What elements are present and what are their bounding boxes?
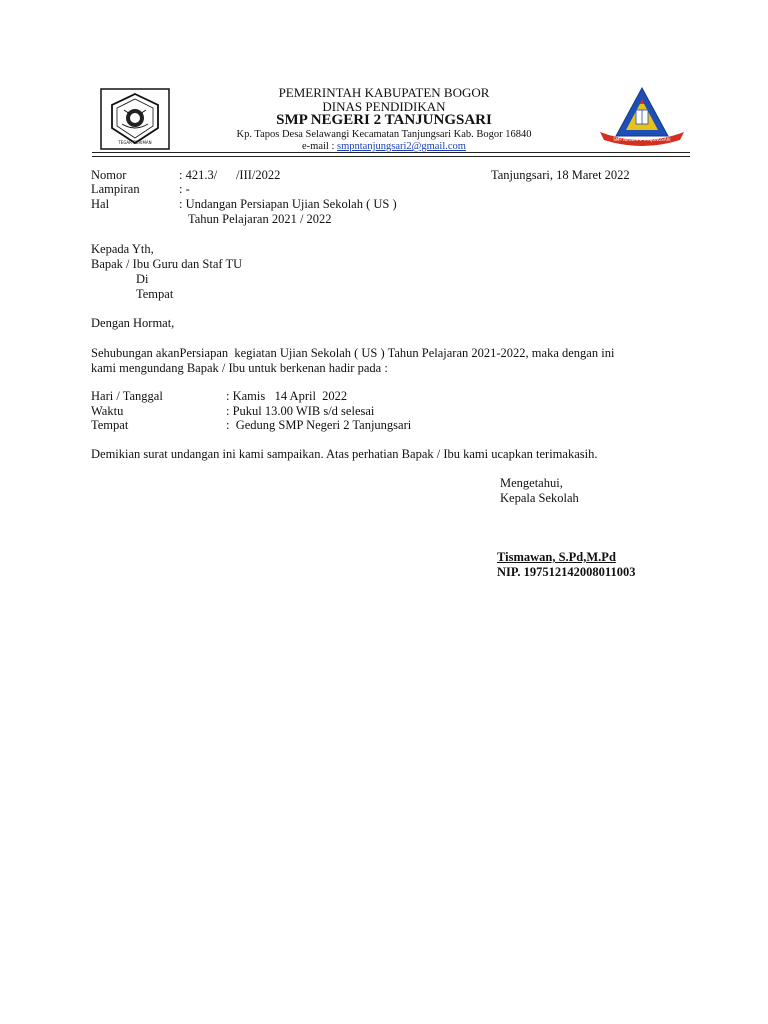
email-line: [0, 141, 768, 152]
hal-value: : Undangan Persiapan Ujian Sekolah ( US ): [179, 197, 397, 211]
nomor-value: : 421.3/ /III/2022: [179, 168, 281, 182]
detail-label-time: Waktu: [91, 404, 124, 418]
recipient-greeting: Kepada Yth,: [91, 242, 154, 256]
email-link[interactable]: smpntanjungsari2@gmail.com: [337, 141, 466, 152]
letterhead-line1: PEMERINTAH KABUPATEN BOGOR: [278, 85, 490, 100]
salutation: Dengan Hormat,: [91, 316, 175, 330]
header-rule-thick: [92, 152, 690, 153]
place-date: Tanjungsari, 18 Maret 2022: [491, 168, 630, 182]
regency-logo-caption: TEGAR BERIMAN: [118, 140, 152, 145]
paragraph-line1: Sehubungan akanPersiapan kegiatan Ujian Sekolah ( US ) Tahun Pelajaran 2021-2022, maka dengan ini: [91, 346, 615, 360]
nomor-label: Nomor: [91, 168, 127, 182]
detail-value-time: : Pukul 13.00 WIB s/d selesai: [226, 404, 375, 418]
recipient-name: Bapak / Ibu Guru dan Staf TU: [91, 257, 243, 271]
signatory-nip: NIP. 197512142008011003: [497, 565, 636, 579]
school-name: SMP NEGERI 2 TANJUNGSARI: [276, 112, 492, 128]
paragraph-line2: kami mengundang Bapak / Ibu untuk berkenan hadir pada :: [91, 361, 388, 375]
lampiran-label: Lampiran: [91, 182, 140, 196]
detail-label-place: Tempat: [91, 418, 129, 432]
recipient-place: Tempat: [136, 287, 174, 301]
email-label: e-mail :: [302, 141, 338, 152]
detail-label-date: Hari / Tanggal: [91, 389, 163, 403]
letterhead-line2: DINAS PENDIDIKAN: [322, 99, 446, 114]
school-logo-caption: SMP NEGERI 2 TANJUNGSARI: [613, 137, 671, 142]
hal-label: Hal: [91, 197, 110, 211]
detail-value-date: : Kamis 14 April 2022: [226, 389, 348, 403]
closing-sentence: Demikian surat undangan ini kami sampaikan. Atas perhatian Bapak / Ibu kami ucapkan terimakasih.: [91, 447, 598, 461]
school-address: Kp. Tapos Desa Selawangi Kecamatan Tanjungsari Kab. Bogor 16840: [236, 129, 532, 140]
detail-value-place: : Gedung SMP Negeri 2 Tanjungsari: [226, 418, 412, 432]
recipient-di: Di: [136, 272, 149, 286]
hal-value-line2: Tahun Pelajaran 2021 / 2022: [188, 212, 332, 226]
signatory-name: Tismawan, S.Pd,M.Pd: [497, 550, 616, 564]
signature-title: Kepala Sekolah: [500, 491, 579, 505]
lampiran-value: : -: [179, 182, 190, 196]
signature-acknowledged: Mengetahui,: [500, 476, 563, 490]
header-rule-thin: [92, 156, 690, 157]
